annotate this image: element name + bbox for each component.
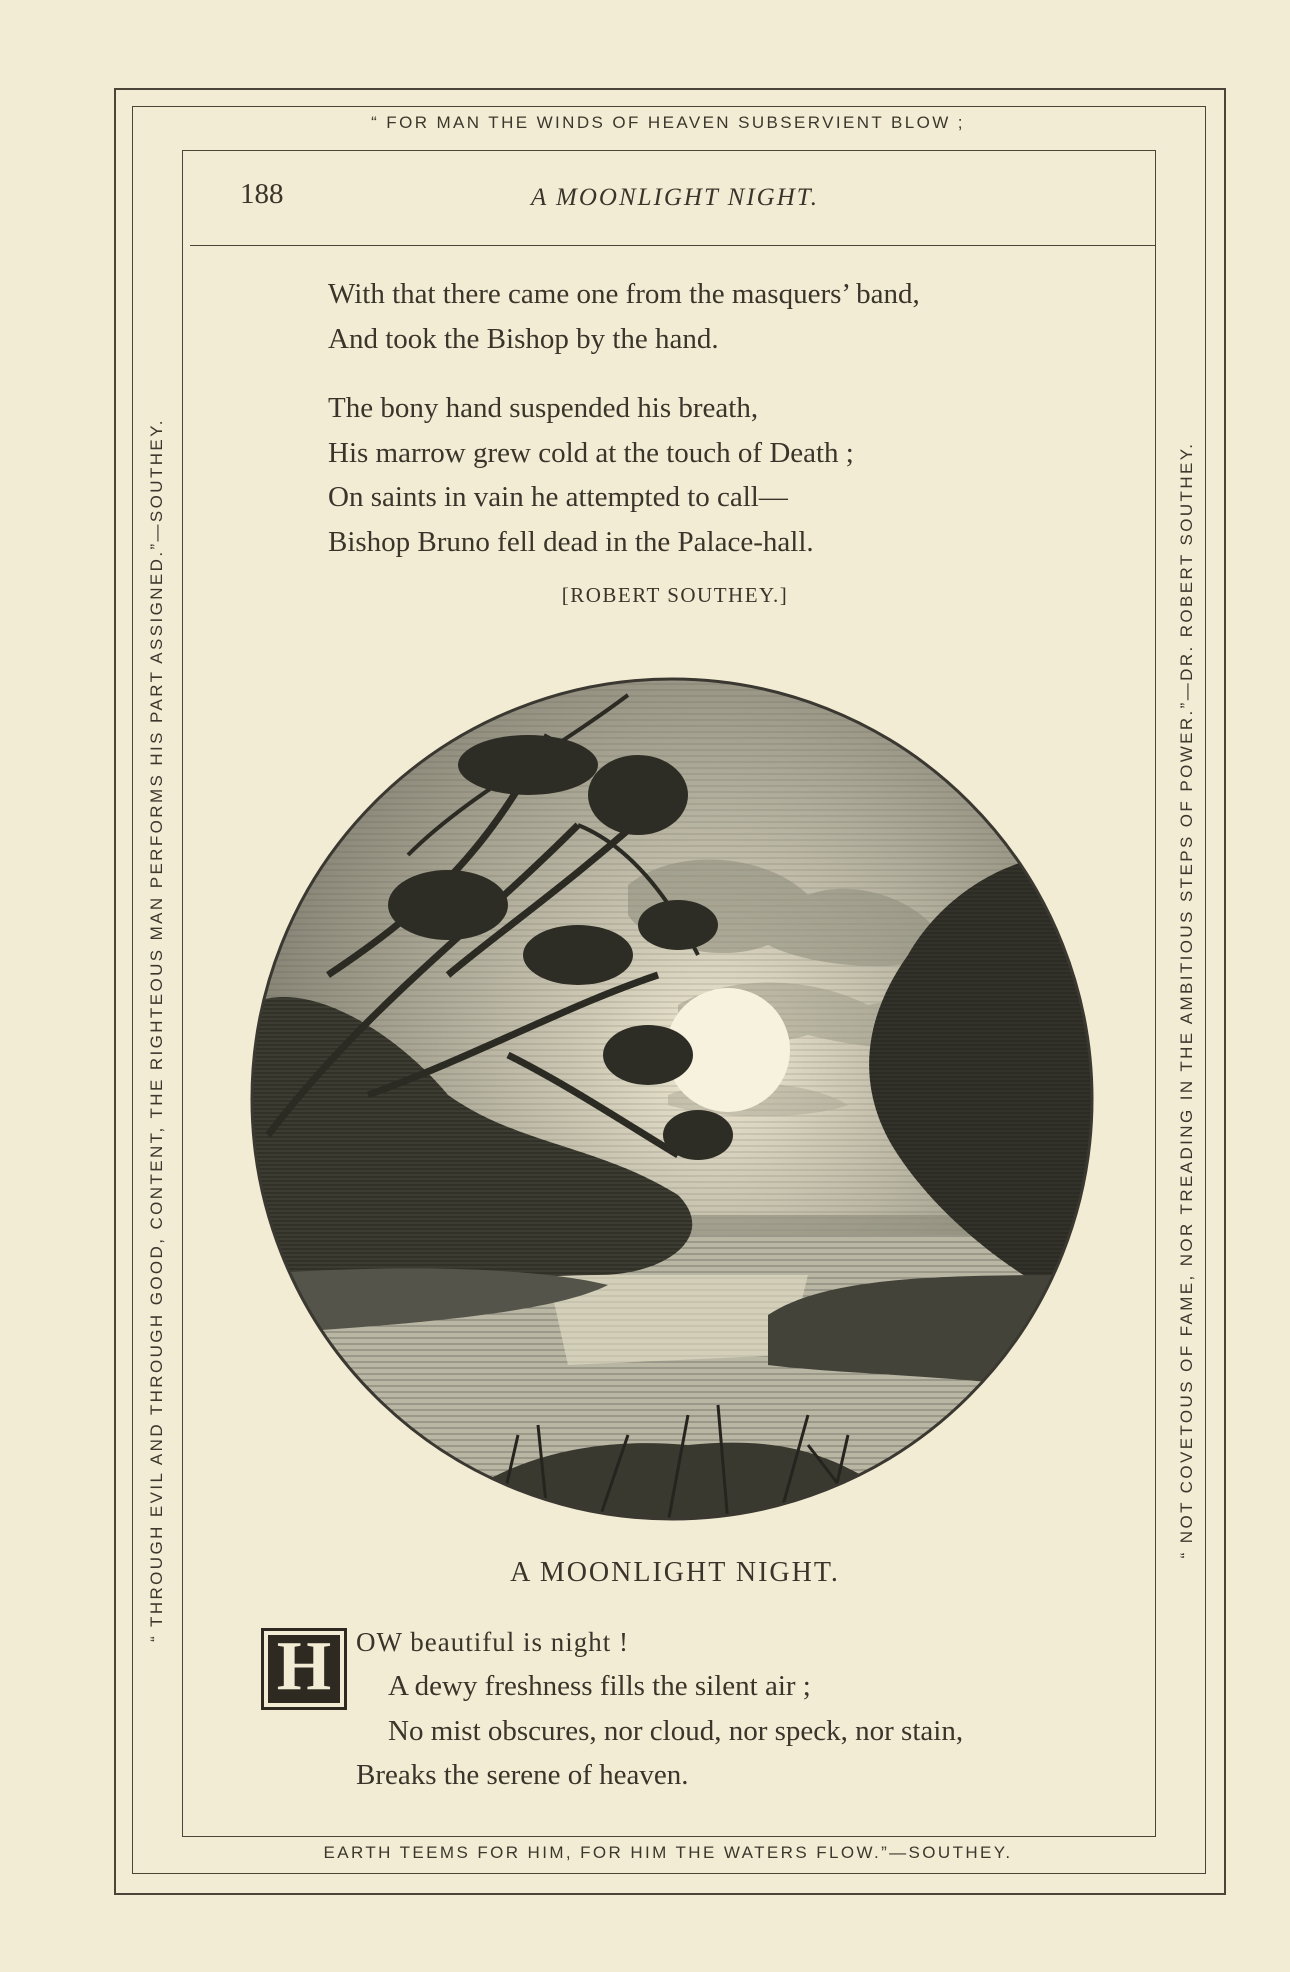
bottom-border-motto: EARTH TEEMS FOR HIM, FOR HIM THE WATERS FLOW.”—SOUTHEY.	[323, 1843, 1013, 1862]
poem-attribution: [ROBERT SOUTHEY.]	[561, 583, 789, 607]
top-border-motto: “ FOR MAN THE WINDS OF HEAVEN SUBSERVIENT BLOW ;	[371, 113, 965, 132]
poem-stanza	[328, 386, 1128, 564]
poem-line: On saints in vain he attempted to call—	[328, 481, 788, 513]
left-border-motto: “ THROUGH EVIL AND THROUGH GOOD, CONTENT, THE RIGHTEOUS MAN PERFORMS HIS PART ASSIGNED.”—SOUTHEY.	[147, 418, 166, 1642]
poem-excerpt	[328, 272, 1128, 589]
right-border-motto: “ NOT COVETOUS OF FAME, NOR TREADING IN THE AMBITIOUS STEPS OF POWER.”—DR. ROBERT SOUTHEY.	[1177, 441, 1196, 1559]
verse-line: Breaks the serene of heaven.	[356, 1759, 689, 1791]
page-number: 188	[240, 178, 284, 210]
header-rule	[190, 245, 1156, 246]
poem-line: With that there came one from the masquers’ band,	[328, 278, 920, 310]
drop-cap-h	[261, 1628, 347, 1710]
poem-stanza	[328, 272, 1128, 361]
drop-cap-letter: H	[276, 1628, 332, 1705]
verse-line: OW beautiful is night !	[356, 1627, 629, 1657]
section-title: A MOONLIGHT NIGHT.	[510, 1557, 840, 1588]
moonlight-engraving	[248, 675, 1096, 1523]
poem-line: Bishop Bruno fell dead in the Palace-hall.	[328, 525, 814, 558]
running-head: A MOONLIGHT NIGHT.	[530, 184, 820, 211]
poem-line: And took the Bishop by the hand.	[328, 322, 719, 355]
verse-line: A dewy freshness fills the silent air ;	[388, 1670, 811, 1702]
poem-line: The bony hand suspended his breath,	[328, 392, 759, 424]
verse-line: No mist obscures, nor cloud, nor speck, nor stain,	[388, 1715, 964, 1747]
poem-line: His marrow grew cold at the touch of Death ;	[328, 436, 854, 469]
